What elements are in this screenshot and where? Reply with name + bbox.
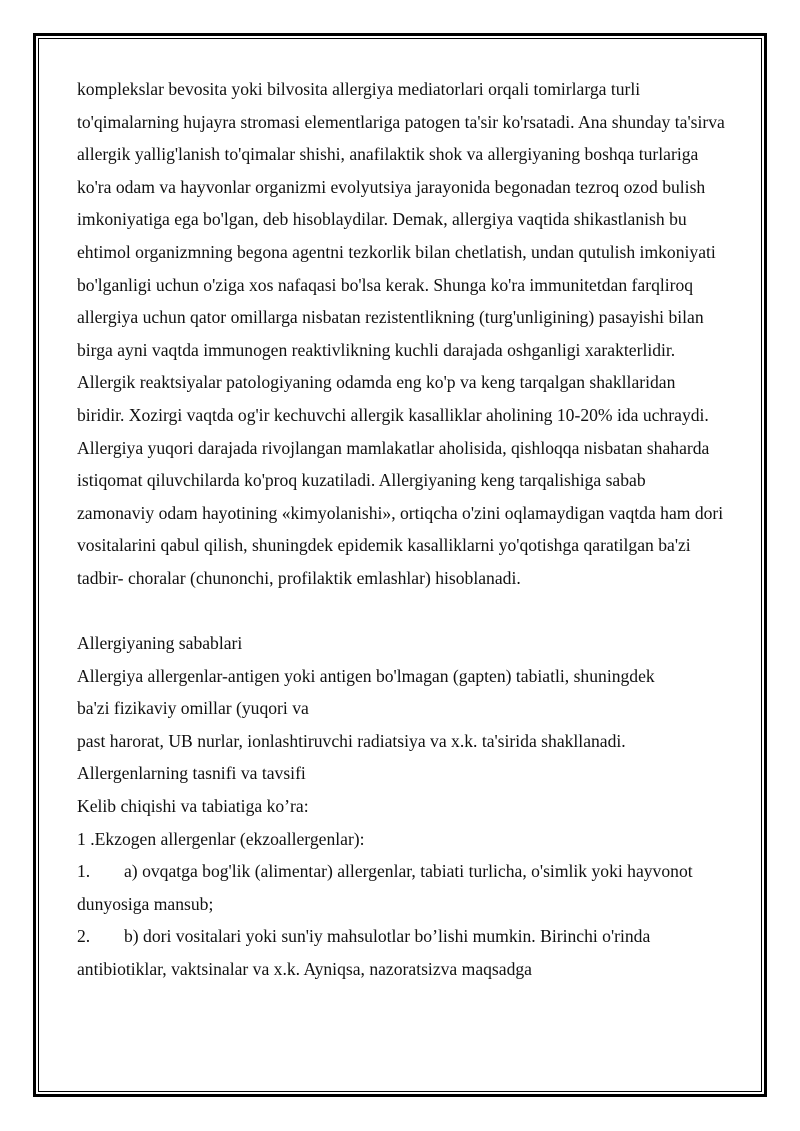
causes-line-3: past harorat, UB nurlar, ionlashtiruvchi radiatsiya va x.k. ta'sirida shakllanadi. [77,730,626,751]
list-item-number: 1. [77,861,91,882]
paragraph-allergy-mechanism: komplekslar bevosita yoki bilvosita allergiya mediatorlari orqali tomirlarga turli to'qimalarning hujayra stromasi elementlariga patogen ta'sir ko'rsatadi. Ana shunday ta'sirva allergik yallig'lanish to'qimalar shishi, anafilaktik shok va allergiyaning boshqa turlariga ko'ra odam va hayvonlar organizmi evolyutsiya jarayonida begonadan tezroq ozod bulish imkoniyatiga ega bo'lgan, deb hisoblaydilar. Demak, allergiya vaqtida shikastlanish bu ehtimol organizmning begona agentni tezkorlik bilan chetlatish, undan qutulish imkoniyati bo'lganligi uchun o'ziga xos nafaqasi bo'lsa kerak. Shunga ko'ra immunitetdan farqliroq allergiya uchun qator omillarga nisbatan rezistentlikning (turg'unligining) pasayishi bilan birga ayni vaqtda immunogen reaktivlikning kuchli darajada oshganligi xarakterlidir. [77,79,725,360]
classification-heading: Allergenlarning tasnifi va tavsifi [77,763,306,784]
list-item-drugs [77,920,727,985]
origin-line: Kelib chiqishi va tabiatiga ko’ra: [77,796,309,817]
section-heading-causes: Allergiyaning sabablari [77,633,243,654]
blank-line [77,595,727,628]
causes-line-1: Allergiya allergenlar-antigen yoki antigen bo'lmagan (gapten) tabiatli, shuningdek [77,665,655,686]
causes-line-2: ba'zi fizikaviy omillar (yuqori va [77,698,309,719]
list-item-alimentary [77,855,727,920]
list-item-text: a) ovqatga bog'lik (alimentar) allergenlar, tabiati turlicha, o'simlik yoki hayvonot dunyosiga mansub; [77,861,693,914]
exogenous-allergens-line: 1 .Ekzogen allergenlar (ekzoallergenlar): [77,828,365,849]
list-item-number: 2. [77,926,91,947]
paragraph-allergy-prevalence: Allergik reaktsiyalar patologiyaning odamda eng ko'p va keng tarqalgan shakllaridan biridir. Xozirgi vaqtda og'ir kechuvchi allergik kasalliklar aholining 10-20% ida uchraydi. Allergiya yuqori darajada rivojlangan mamlakatlar aholisida, qishloqqa nisbatan shaharda istiqomat qiluvchilarda ko'proq kuzatiladi. Allergiyaning keng tarqalishiga sabab zamonaviy odam hayotining «kimyolanishi», ortiqcha o'zini oqlamaydigan vaqtda ham dori vositalarini qabul qilish, shuningdek epidemik kasalliklarni yo'qotishga qaratilgan ba'zi tadbir- choralar (chunonchi, profilaktik emlashlar) hisoblanadi. [77,372,724,588]
list-item-text: b) dori vositalari yoki sun'iy mahsulotlar bo’lishi mumkin. Birinchi o'rinda antibiotiklar, vaktsinalar va x.k. Ayniqsa, nazoratsizva maqsadga [77,926,651,980]
document-body [77,73,727,986]
